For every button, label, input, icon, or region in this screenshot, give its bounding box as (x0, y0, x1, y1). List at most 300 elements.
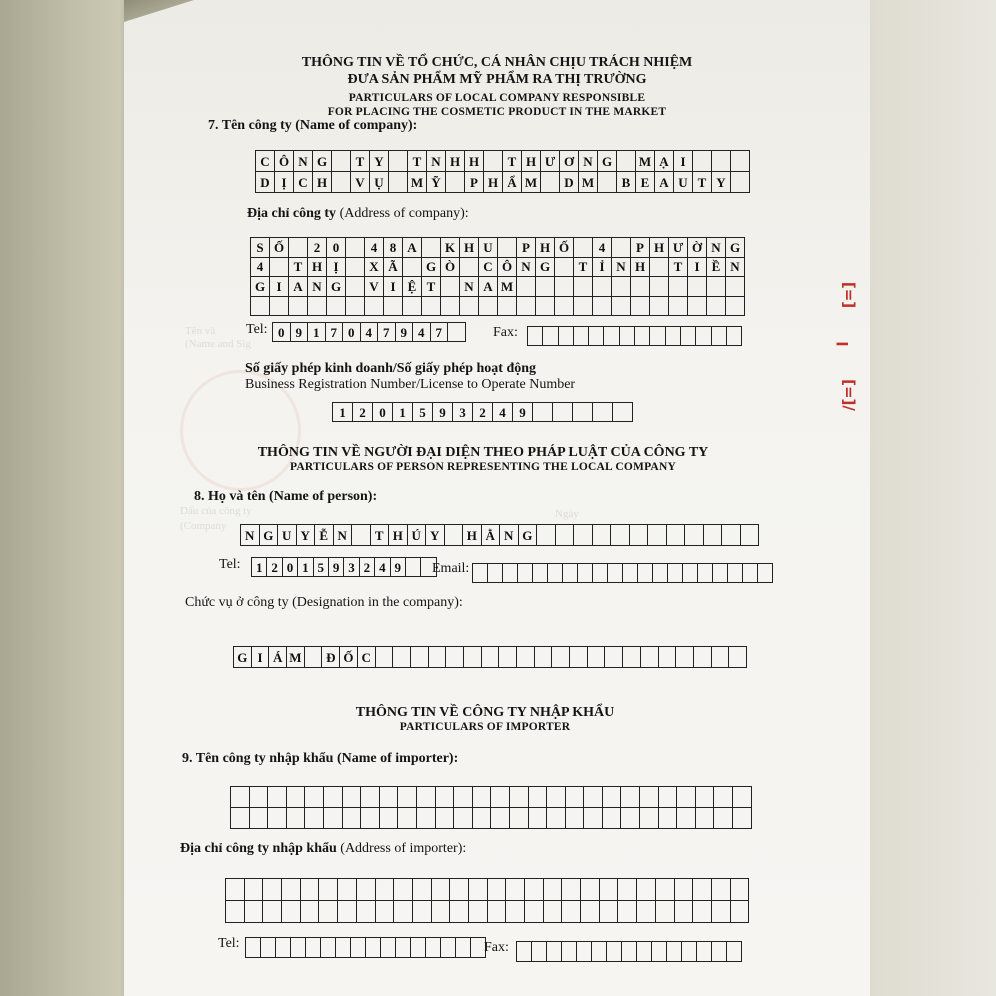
char-box[interactable] (394, 879, 413, 901)
char-box[interactable] (534, 647, 552, 668)
char-box[interactable]: A (479, 277, 498, 297)
char-box[interactable] (251, 296, 270, 316)
char-box[interactable] (547, 787, 566, 808)
char-box[interactable] (346, 257, 365, 277)
char-box[interactable]: H (313, 172, 332, 193)
char-box[interactable]: N (500, 525, 519, 546)
char-box[interactable] (728, 564, 743, 583)
char-box[interactable] (410, 647, 428, 668)
char-box[interactable] (422, 296, 441, 316)
char-box[interactable]: E (636, 172, 655, 193)
char-box[interactable] (655, 879, 674, 901)
char-box[interactable] (743, 564, 758, 583)
char-box[interactable]: M (579, 172, 598, 193)
char-box[interactable] (712, 151, 731, 172)
char-box[interactable] (231, 808, 250, 829)
char-box[interactable] (379, 787, 398, 808)
char-box[interactable] (648, 525, 667, 546)
char-box[interactable]: Ỹ (427, 172, 446, 193)
char-box[interactable] (533, 564, 548, 583)
char-box[interactable] (441, 277, 460, 297)
char-box[interactable] (581, 901, 600, 923)
char-box[interactable] (446, 172, 465, 193)
char-box[interactable] (268, 787, 287, 808)
char-box[interactable] (246, 938, 261, 958)
char-box[interactable] (366, 938, 381, 958)
char-box[interactable] (396, 938, 411, 958)
char-box[interactable] (365, 296, 384, 316)
char-box[interactable] (435, 787, 454, 808)
char-box[interactable] (422, 238, 441, 258)
char-box[interactable] (593, 403, 613, 422)
char-box[interactable] (231, 787, 250, 808)
char-box[interactable]: C (357, 647, 375, 668)
designation-grid[interactable] (233, 646, 747, 668)
char-box[interactable] (555, 296, 574, 316)
char-box[interactable] (655, 901, 674, 923)
char-box[interactable] (726, 277, 745, 297)
char-box[interactable]: 4 (360, 323, 378, 342)
char-box[interactable] (346, 277, 365, 297)
char-box[interactable] (565, 808, 584, 829)
char-box[interactable] (342, 787, 361, 808)
char-box[interactable] (558, 327, 573, 346)
char-box[interactable] (593, 296, 612, 316)
char-box[interactable] (472, 808, 491, 829)
char-box[interactable] (528, 787, 547, 808)
char-box[interactable]: V (365, 277, 384, 297)
char-box[interactable]: 7 (325, 323, 343, 342)
char-box[interactable]: T (370, 525, 389, 546)
char-box[interactable] (711, 879, 730, 901)
char-box[interactable] (450, 879, 469, 901)
char-box[interactable] (574, 296, 593, 316)
importer-name-grid[interactable] (230, 786, 752, 829)
char-box[interactable]: 2 (353, 403, 373, 422)
char-box[interactable] (731, 172, 750, 193)
char-box[interactable]: Ằ (481, 525, 500, 546)
char-box[interactable]: Ờ (688, 238, 707, 258)
char-box[interactable] (714, 787, 733, 808)
char-box[interactable]: M (287, 647, 305, 668)
char-box[interactable] (565, 787, 584, 808)
char-box[interactable]: M (636, 151, 655, 172)
char-box[interactable]: I (688, 257, 707, 277)
char-box[interactable] (394, 901, 413, 923)
char-box[interactable]: 1 (252, 558, 267, 577)
char-box[interactable]: C (294, 172, 313, 193)
char-box[interactable] (623, 564, 638, 583)
char-box[interactable]: P (517, 238, 536, 258)
char-box[interactable]: P (631, 238, 650, 258)
char-box[interactable] (323, 787, 342, 808)
char-box[interactable] (555, 525, 574, 546)
char-box[interactable] (282, 901, 301, 923)
char-box[interactable] (599, 879, 618, 901)
char-box[interactable]: B (617, 172, 636, 193)
char-box[interactable] (713, 564, 728, 583)
char-box[interactable] (669, 277, 688, 297)
char-box[interactable]: Ư (669, 238, 688, 258)
char-box[interactable] (332, 151, 351, 172)
char-box[interactable]: 4 (413, 323, 431, 342)
char-box[interactable] (518, 564, 533, 583)
char-box[interactable]: G (234, 647, 252, 668)
char-box[interactable]: Ư (541, 151, 560, 172)
char-box[interactable]: H (631, 257, 650, 277)
char-box[interactable] (304, 647, 322, 668)
char-box[interactable] (611, 525, 630, 546)
char-box[interactable] (487, 879, 506, 901)
char-box[interactable] (463, 647, 481, 668)
char-box[interactable]: N (308, 277, 327, 297)
char-box[interactable] (308, 296, 327, 316)
char-box[interactable] (652, 942, 667, 962)
char-box[interactable] (289, 296, 308, 316)
char-box[interactable] (286, 787, 305, 808)
char-box[interactable] (276, 938, 291, 958)
char-box[interactable]: 4 (375, 558, 390, 577)
char-box[interactable] (714, 808, 733, 829)
char-box[interactable]: N (517, 257, 536, 277)
char-box[interactable]: X (365, 257, 384, 277)
char-box[interactable] (536, 277, 555, 297)
char-box[interactable] (573, 327, 588, 346)
char-box[interactable]: H (465, 151, 484, 172)
char-box[interactable] (658, 647, 676, 668)
char-box[interactable] (351, 938, 366, 958)
char-box[interactable]: Ô (498, 257, 517, 277)
char-box[interactable] (677, 787, 696, 808)
char-box[interactable] (697, 942, 712, 962)
char-box[interactable] (635, 327, 650, 346)
char-box[interactable] (405, 558, 420, 577)
char-box[interactable] (619, 327, 634, 346)
char-box[interactable] (562, 901, 581, 923)
char-box[interactable]: U (479, 238, 498, 258)
char-box[interactable]: M (408, 172, 427, 193)
char-box[interactable]: N (460, 277, 479, 297)
char-box[interactable] (598, 172, 617, 193)
char-box[interactable]: Ệ (403, 277, 422, 297)
char-box[interactable] (612, 277, 631, 297)
char-box[interactable] (602, 808, 621, 829)
char-box[interactable]: 0 (327, 238, 346, 258)
char-box[interactable] (472, 787, 491, 808)
char-box[interactable]: H (308, 257, 327, 277)
char-box[interactable]: N (333, 525, 352, 546)
char-box[interactable] (321, 938, 336, 958)
char-box[interactable] (261, 938, 276, 958)
char-box[interactable] (543, 879, 562, 901)
char-box[interactable] (668, 564, 683, 583)
char-box[interactable]: 1 (333, 403, 353, 422)
char-box[interactable] (389, 172, 408, 193)
char-box[interactable] (683, 564, 698, 583)
char-box[interactable]: N (612, 257, 631, 277)
char-box[interactable] (637, 879, 656, 901)
char-box[interactable] (650, 277, 669, 297)
char-box[interactable]: 9 (290, 323, 308, 342)
char-box[interactable]: Y (296, 525, 315, 546)
char-box[interactable] (323, 808, 342, 829)
char-box[interactable] (653, 564, 668, 583)
char-box[interactable] (460, 296, 479, 316)
char-box[interactable] (547, 808, 566, 829)
char-box[interactable] (726, 296, 745, 316)
char-box[interactable] (361, 787, 380, 808)
char-box[interactable] (712, 942, 727, 962)
char-box[interactable] (263, 879, 282, 901)
char-box[interactable]: Ễ (315, 525, 334, 546)
char-box[interactable] (638, 564, 653, 583)
person-email-grid[interactable] (472, 563, 773, 583)
char-box[interactable] (541, 172, 560, 193)
char-box[interactable]: 2 (473, 403, 493, 422)
char-box[interactable] (676, 647, 694, 668)
char-box[interactable]: 4 (593, 238, 612, 258)
char-box[interactable] (491, 787, 510, 808)
char-box[interactable] (327, 296, 346, 316)
license-number-grid[interactable] (332, 402, 633, 422)
char-box[interactable]: Ị (275, 172, 294, 193)
char-box[interactable] (249, 808, 268, 829)
char-box[interactable] (733, 787, 752, 808)
char-box[interactable]: G (536, 257, 555, 277)
char-box[interactable]: A (655, 172, 674, 193)
char-box[interactable] (604, 327, 619, 346)
char-box[interactable]: Ố (340, 647, 358, 668)
char-box[interactable] (491, 808, 510, 829)
char-box[interactable] (263, 901, 282, 923)
char-box[interactable]: A (403, 238, 422, 258)
char-box[interactable] (319, 879, 338, 901)
char-box[interactable] (669, 296, 688, 316)
char-box[interactable] (650, 257, 669, 277)
char-box[interactable] (446, 647, 464, 668)
char-box[interactable] (428, 647, 446, 668)
char-box[interactable] (711, 647, 729, 668)
char-box[interactable]: Ố (555, 238, 574, 258)
char-box[interactable] (617, 151, 636, 172)
char-box[interactable] (244, 879, 263, 901)
char-box[interactable]: N (427, 151, 446, 172)
char-box[interactable]: K (441, 238, 460, 258)
char-box[interactable]: T (422, 277, 441, 297)
char-box[interactable] (622, 942, 637, 962)
char-box[interactable] (552, 647, 570, 668)
char-box[interactable] (607, 942, 622, 962)
importer-address-grid[interactable] (225, 878, 749, 923)
char-box[interactable]: H (522, 151, 541, 172)
char-box[interactable]: G (327, 277, 346, 297)
char-box[interactable]: G (598, 151, 617, 172)
char-box[interactable] (268, 808, 287, 829)
char-box[interactable] (637, 901, 656, 923)
char-box[interactable] (517, 296, 536, 316)
char-box[interactable] (375, 647, 393, 668)
char-box[interactable] (487, 901, 506, 923)
char-box[interactable]: 1 (298, 558, 313, 577)
char-box[interactable] (503, 564, 518, 583)
char-box[interactable]: 4 (493, 403, 513, 422)
char-box[interactable]: N (241, 525, 260, 546)
char-box[interactable] (640, 787, 659, 808)
char-box[interactable]: T (574, 257, 593, 277)
char-box[interactable] (226, 901, 245, 923)
char-box[interactable] (682, 942, 697, 962)
char-box[interactable]: 3 (344, 558, 359, 577)
char-box[interactable] (696, 327, 711, 346)
char-box[interactable] (506, 879, 525, 901)
char-box[interactable] (658, 808, 677, 829)
char-box[interactable] (306, 938, 321, 958)
char-box[interactable]: T (669, 257, 688, 277)
char-box[interactable] (581, 879, 600, 901)
char-box[interactable]: Ề (707, 257, 726, 277)
char-box[interactable] (528, 808, 547, 829)
char-box[interactable] (411, 938, 426, 958)
char-box[interactable]: H (650, 238, 669, 258)
char-box[interactable] (389, 151, 408, 172)
char-box[interactable] (573, 403, 593, 422)
char-box[interactable] (444, 525, 463, 546)
char-box[interactable]: H (484, 172, 503, 193)
char-box[interactable]: G (259, 525, 278, 546)
char-box[interactable]: Ụ (370, 172, 389, 193)
char-box[interactable]: I (384, 277, 403, 297)
char-box[interactable] (412, 901, 431, 923)
char-box[interactable]: G (518, 525, 537, 546)
char-box[interactable] (729, 647, 747, 668)
char-box[interactable]: 0 (282, 558, 297, 577)
char-box[interactable] (517, 647, 535, 668)
char-box[interactable] (435, 808, 454, 829)
char-box[interactable]: Ố (270, 238, 289, 258)
char-box[interactable]: 2 (359, 558, 374, 577)
char-box[interactable] (688, 296, 707, 316)
char-box[interactable] (375, 879, 394, 901)
char-box[interactable] (403, 296, 422, 316)
char-box[interactable] (621, 787, 640, 808)
char-box[interactable]: 9 (513, 403, 533, 422)
char-box[interactable] (356, 879, 375, 901)
char-box[interactable] (618, 901, 637, 923)
char-box[interactable] (667, 942, 682, 962)
char-box[interactable]: I (251, 647, 269, 668)
char-box[interactable] (613, 403, 633, 422)
char-box[interactable] (412, 879, 431, 901)
char-box[interactable] (623, 647, 641, 668)
char-box[interactable] (592, 525, 611, 546)
char-box[interactable] (448, 323, 466, 342)
char-box[interactable] (481, 647, 499, 668)
char-box[interactable] (403, 257, 422, 277)
char-box[interactable]: 9 (390, 558, 405, 577)
char-box[interactable] (305, 787, 324, 808)
char-box[interactable] (608, 564, 623, 583)
char-box[interactable] (282, 879, 301, 901)
char-box[interactable]: 0 (343, 323, 361, 342)
char-box[interactable]: 0 (373, 403, 393, 422)
char-box[interactable]: 9 (395, 323, 413, 342)
char-box[interactable]: N (726, 257, 745, 277)
char-box[interactable]: G (726, 238, 745, 258)
char-box[interactable] (577, 942, 592, 962)
char-box[interactable] (286, 808, 305, 829)
char-box[interactable] (703, 525, 722, 546)
char-box[interactable] (587, 647, 605, 668)
char-box[interactable]: Y (426, 525, 445, 546)
char-box[interactable] (555, 277, 574, 297)
char-box[interactable]: H (463, 525, 482, 546)
char-box[interactable]: H (536, 238, 555, 258)
char-box[interactable]: Ị (327, 257, 346, 277)
char-box[interactable] (468, 879, 487, 901)
char-box[interactable]: Y (370, 151, 389, 172)
char-box[interactable] (517, 942, 532, 962)
char-box[interactable] (548, 564, 563, 583)
char-box[interactable]: A (289, 277, 308, 297)
char-box[interactable] (454, 808, 473, 829)
company-tel-grid[interactable] (272, 322, 466, 342)
char-box[interactable] (346, 238, 365, 258)
char-box[interactable]: Á (269, 647, 287, 668)
person-name-grid[interactable] (240, 524, 759, 546)
char-box[interactable] (707, 277, 726, 297)
char-box[interactable]: Y (712, 172, 731, 193)
char-box[interactable]: 7 (378, 323, 396, 342)
char-box[interactable]: 0 (273, 323, 291, 342)
char-box[interactable] (226, 879, 245, 901)
char-box[interactable] (727, 942, 742, 962)
char-box[interactable] (730, 901, 749, 923)
char-box[interactable] (693, 151, 712, 172)
char-box[interactable] (562, 942, 577, 962)
char-box[interactable] (484, 151, 503, 172)
char-box[interactable] (532, 942, 547, 962)
char-box[interactable]: P (465, 172, 484, 193)
char-box[interactable]: T (503, 151, 522, 172)
char-box[interactable]: C (256, 151, 275, 172)
char-box[interactable]: H (389, 525, 408, 546)
char-box[interactable] (332, 172, 351, 193)
char-box[interactable] (336, 938, 351, 958)
char-box[interactable] (384, 296, 403, 316)
char-box[interactable] (584, 808, 603, 829)
char-box[interactable] (618, 879, 637, 901)
char-box[interactable] (338, 901, 357, 923)
char-box[interactable]: M (522, 172, 541, 193)
char-box[interactable] (640, 647, 658, 668)
char-box[interactable] (605, 647, 623, 668)
char-box[interactable] (555, 257, 574, 277)
char-box[interactable]: I (270, 277, 289, 297)
char-box[interactable] (574, 525, 593, 546)
char-box[interactable] (650, 296, 669, 316)
char-box[interactable]: M (498, 277, 517, 297)
char-box[interactable] (441, 296, 460, 316)
char-box[interactable] (498, 296, 517, 316)
char-box[interactable]: U (674, 172, 693, 193)
char-box[interactable] (665, 327, 680, 346)
char-box[interactable] (674, 901, 693, 923)
char-box[interactable]: U (278, 525, 297, 546)
char-box[interactable] (695, 808, 714, 829)
char-box[interactable] (695, 787, 714, 808)
char-box[interactable] (674, 879, 693, 901)
char-box[interactable]: T (693, 172, 712, 193)
